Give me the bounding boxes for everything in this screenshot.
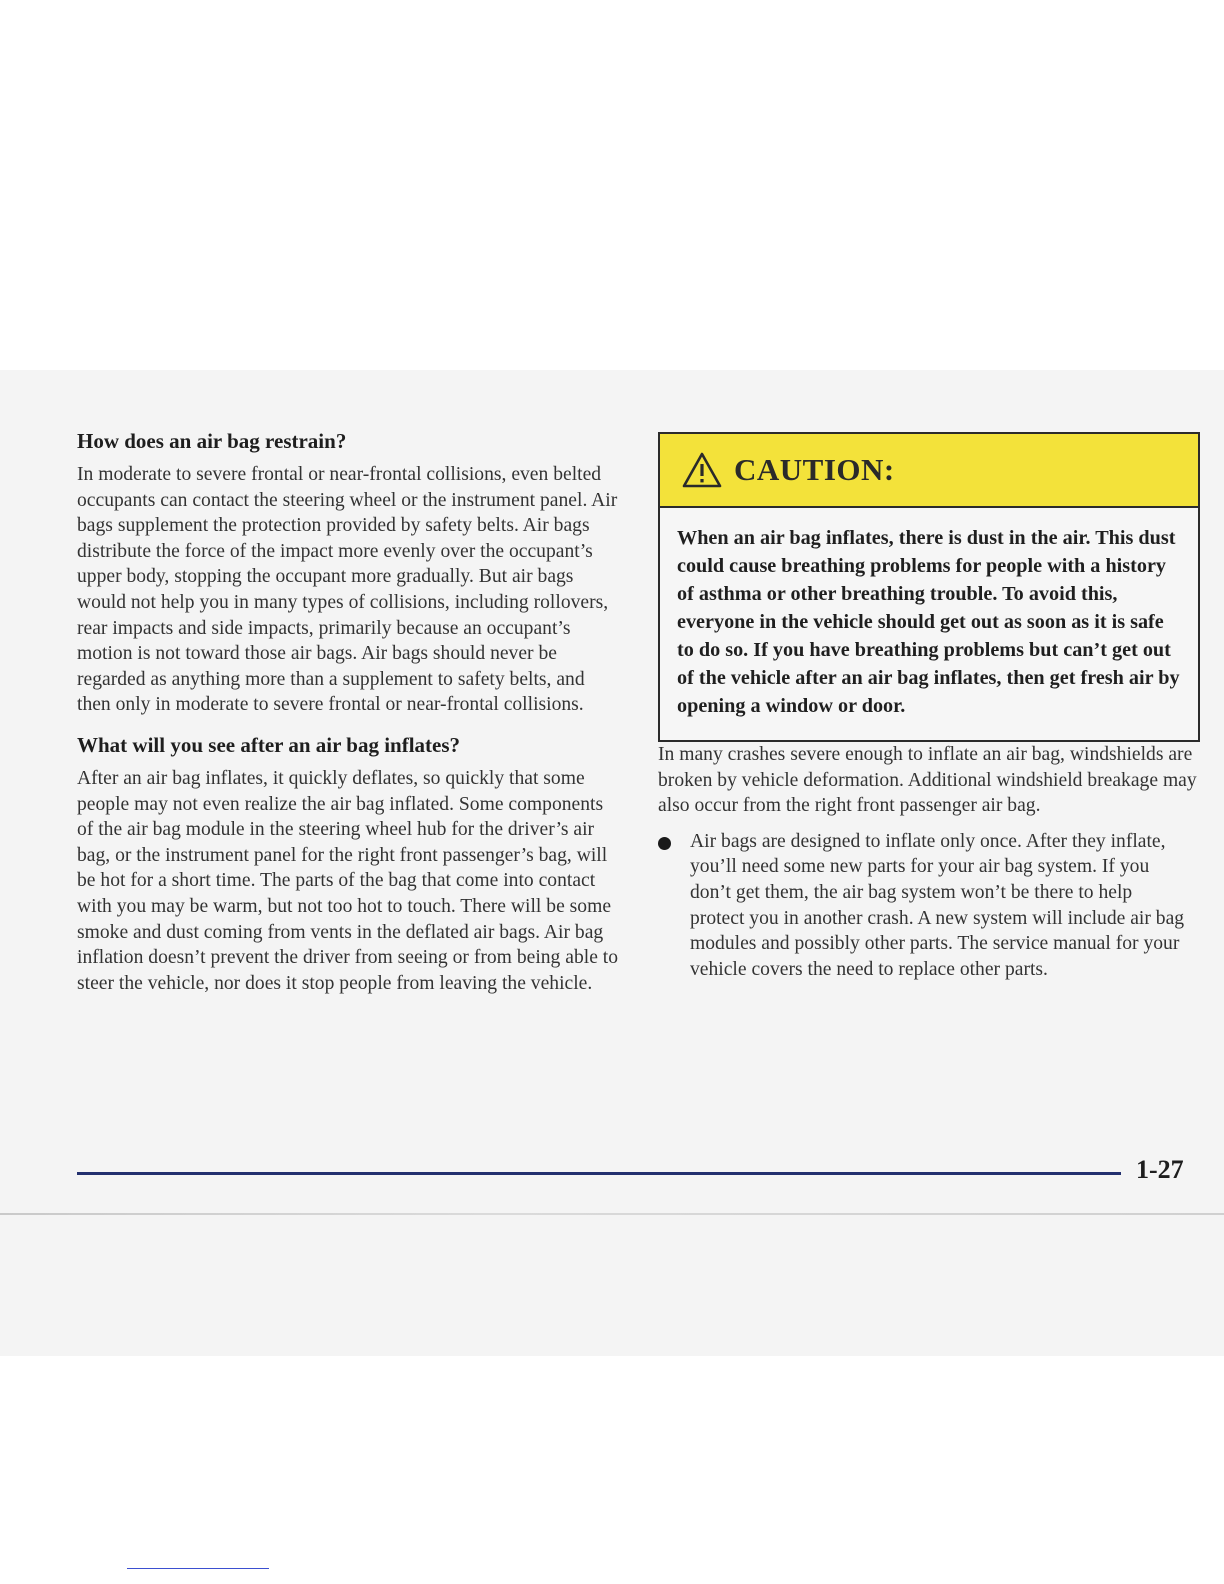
left-column [77, 428, 622, 1006]
caution-body: When an air bag inflates, there is dust in the air. This dust could cause breathing problems for people with a history of asthma or other breathing trouble. To avoid this, everyone in the vehicle should get out as soon as it is safe to do so. If you have breathing problems but can’t get out of the vehicle after an air bag inflates, then get fresh air by opening a window or door. [677, 527, 1180, 717]
windshield-paragraph: In many crashes severe enough to inflate an air bag, windshields are broken by vehicle deformation. Additional windshield breakage may also occur from the right front passenger air bag. [658, 744, 1197, 817]
page-divider [0, 1213, 1224, 1215]
section-heading-after-inflation: What will you see after an air bag inflates? [77, 732, 461, 757]
caution-header [660, 434, 1198, 508]
caution-box [658, 432, 1200, 742]
list-item [658, 829, 1202, 983]
warning-triangle-icon [682, 452, 722, 488]
bullet-text: Air bags are designed to inflate only once. After they inflate, you’ll need some new parts for your air bag system. If you don’t get them, the air bag system won’t be there to help protect you in another crash. A new system will include air bag modules and possibly other parts. The service manual for your vehicle covers the need to replace other parts. [690, 830, 1185, 980]
section-body-after-inflation: After an air bag inflates, it quickly deflates, so quickly that some people may not even realize the air bag inflated. Some components of the air bag module in the steering wheel hub for the driver’s air bag, or the instrument panel for the right front passenger’s bag, will be hot for a short time. The parts of the bag that come into contact with you may be warm, but not too hot to touch. There will be some smoke and dust coming from vents in the deflated air bags. Air bag inflation doesn’t prevent the driver from seeing or from being able to steer the vehicle, nor does it stop people from leaving the vehicle. [77, 767, 619, 994]
section-heading-restrain: How does an air bag restrain? [77, 429, 347, 453]
caution-title: CAUTION: [734, 452, 895, 487]
link-underline [127, 1568, 269, 1569]
footer-rule [77, 1172, 1121, 1175]
page-number: 1-27 [1136, 1155, 1184, 1184]
right-column [658, 432, 1202, 982]
section-body-restrain: In moderate to severe frontal or near-frontal collisions, even belted occupants can contact the steering wheel or the instrument panel. Air bags supplement the protection provided by safety belts. Air bags distribute the force of the impact more evenly over the occupant’s upper body, stopping the occupant more gradually. But air bags would not help you in many types of collisions, including rollovers, rear impacts and side impacts, primarily because an occupant’s motion is not toward those air bags. Air bags should never be regarded as anything more than a supplement to safety belts, and then only in moderate to severe frontal or near-frontal collisions. [77, 464, 618, 716]
bullet-icon [658, 837, 671, 850]
